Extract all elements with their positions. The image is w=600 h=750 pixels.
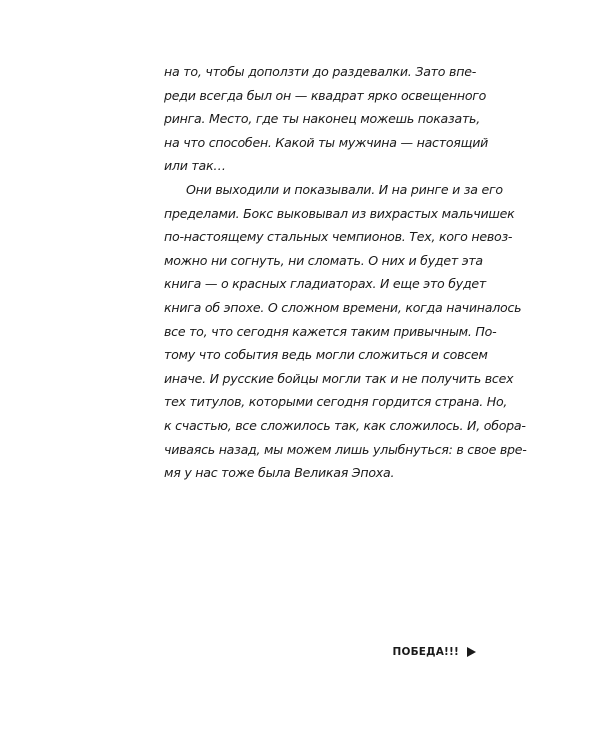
text-line: Они выходили и показывали. И на ринге и за его: [186, 181, 503, 197]
arrow-right-icon: [467, 647, 476, 657]
text-line: реди всегда был он — квадрат ярко освещенного: [164, 87, 487, 103]
section-title: ПОБЕДА!!!: [392, 646, 459, 658]
paragraph-1: [164, 60, 489, 178]
text-line: мя у нас тоже была Великая Эпоха.: [164, 465, 395, 481]
text-line: иначе. И русские бойцы могли так и не получить всех: [164, 370, 514, 386]
text-line: книга об эпохе. О сложном времени, когда начиналось: [164, 299, 522, 315]
text-line: книга — о красных гладиаторах. И еще это будет: [164, 276, 487, 292]
text-line: на то, чтобы доползти до раздевалки. Зато впе-: [164, 64, 476, 79]
text-line: к счастью, все сложилось так, как сложилось. И, обора-: [164, 417, 526, 433]
text-line: ринга. Место, где ты наконец можешь показать,: [164, 111, 480, 127]
running-footer: [392, 646, 476, 658]
text-line: чиваясь назад, мы можем лишь улыбнуться: в свое вре-: [164, 441, 527, 457]
text-line: или так…: [164, 158, 226, 174]
text-line: на что способен. Какой ты мужчина — настоящий: [164, 134, 489, 150]
text-line: по-настоящему стальных чемпионов. Тех, кого невоз-: [164, 229, 513, 245]
paragraph-2: [164, 178, 527, 485]
text-block: [164, 60, 527, 485]
text-line: все то, что сегодня кажется таким привычным. По-: [164, 323, 497, 339]
text-line: тех титулов, которыми сегодня гордится страна. Но,: [164, 394, 508, 410]
text-line: пределами. Бокс выковывал из вихрастых мальчишек: [164, 205, 515, 221]
text-line: можно ни согнуть, ни сломать. О них и будет эта: [164, 252, 483, 268]
text-line: тому что события ведь могли сложиться и совсем: [164, 347, 488, 363]
